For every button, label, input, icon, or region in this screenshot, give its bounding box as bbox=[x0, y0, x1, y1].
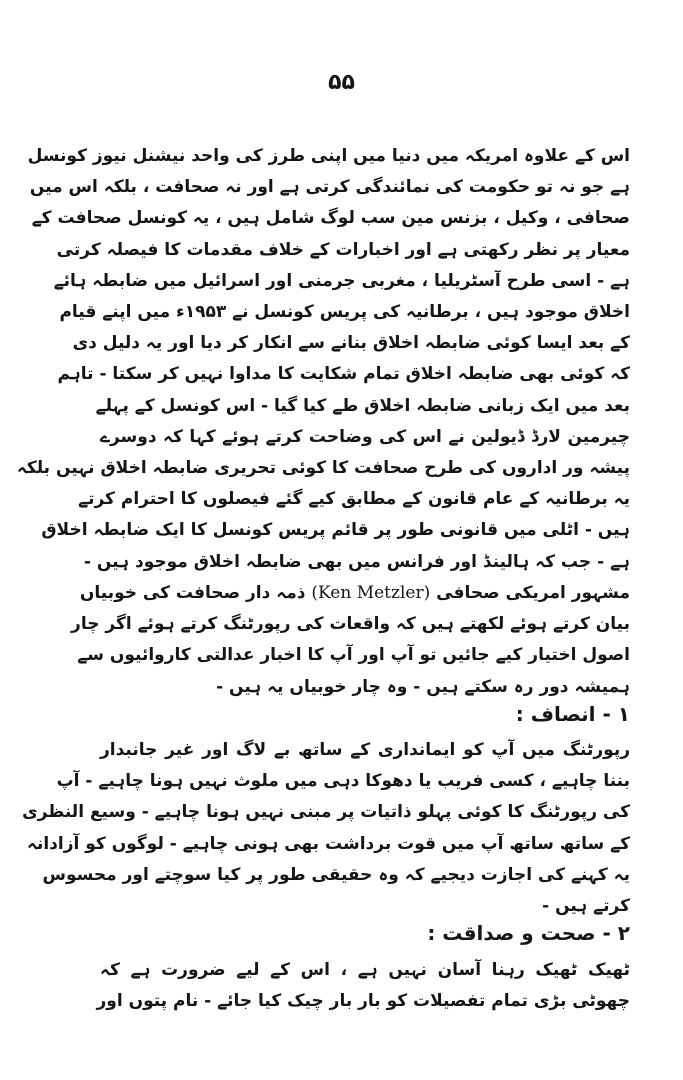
text-line: کہ کوئی بھی ضابطہ اخلاق تمام شکایت کا مداوا نہیں کر سکتا - تاہم bbox=[57, 364, 630, 385]
latin-name: (Ken Metzler) bbox=[311, 583, 431, 603]
text-line: چیرمین لارڈ ڈیولین نے اس کی وضاحت کرتے ہوئے کہا کہ دوسرے bbox=[100, 426, 630, 447]
text-line: ہیں - اٹلی میں قانونی طور پر قائم پریس کونسل کا ایک ضابطہ اخلاق bbox=[41, 520, 630, 541]
text-line: یہ برطانیہ کے عام قانون کے مطابق کیے گئے فیصلوں کا احترام کرتے bbox=[78, 489, 630, 510]
text-line: یہ کہنے کی اجازت دیجیے کہ وہ حقیقی طور پر کیا سوچتے اور محسوس bbox=[42, 864, 630, 885]
text-line: اصول اختیار کیے جائیں تو آپ اور آپ کا اخبار عدالتی کاروائیوں سے bbox=[77, 645, 630, 666]
text-line: ہمیشہ دور رہ سکتے ہیں - وہ چار خوبیاں یہ ہیں - bbox=[216, 676, 630, 697]
text-line: ہے جو نہ تو حکومت کی نمائندگی کرتی ہے اور نہ صحافت ، بلکہ اس میں bbox=[29, 177, 630, 198]
section-heading-accuracy: ۲ - صحت و صداقت : bbox=[427, 921, 630, 945]
paragraph-fairness bbox=[22, 735, 630, 922]
text-line: صحافی ، وکیل ، بزنس مین سب لوگ شامل ہیں ، یہ کونسل صحافت کے bbox=[31, 208, 630, 229]
text-line: پیشہ ور اداروں کی طرح صحافت کا کوئی تحریری ضابطہ اخلاق نہیں بلکہ bbox=[16, 458, 630, 479]
text-line: ہے - جب کہ ہالینڈ اور فرانس میں بھی ضابطہ اخلاق موجود ہیں - bbox=[83, 551, 630, 572]
text-line: بننا چاہیے ، کسی فریب یا دھوکا دہی میں ملوث نہیں ہونا چاہیے - آپ bbox=[56, 771, 630, 792]
text-fragment: مشہور امریکی صحافی bbox=[430, 583, 630, 603]
text-line bbox=[79, 578, 630, 609]
text-line: معیار پر نظر رکھتی ہے اور اخبارات کے خلاف مقدمات کا فیصلہ کرتی bbox=[56, 239, 630, 260]
text-line: بیان کرتے ہوئے لکھتے ہیں کہ واقعات کی رپورٹنگ کرتے ہوئے اگر چار bbox=[71, 614, 630, 635]
text-line: اخلاق موجود ہیں ، برطانیہ کی پریس کونسل نے ۱۹۵۳ء میں اپنے قیام bbox=[59, 302, 630, 323]
page-number: ۵۵ bbox=[328, 70, 355, 95]
text-line: ٹھیک ٹھیک رہنا آسان نہیں ہے ، اس کے لیے ضرورت ہے کہ bbox=[100, 960, 630, 980]
section-heading-fairness: ۱ - انصاف : bbox=[515, 702, 630, 726]
text-line: چھوٹی بڑی تمام تفصیلات کو بار بار چیک کیا جائے - نام پتوں اور bbox=[96, 991, 630, 1012]
paragraph-press-councils bbox=[16, 141, 630, 578]
paragraph-journalist-qualities bbox=[71, 578, 630, 703]
text-line: رپورٹنگ میں آپ کو ایمانداری کے ساتھ بے لاگ اور غیر جانبدار bbox=[100, 740, 630, 760]
text-line: کے بعد ایسا کوئی ضابطہ اخلاق بنانے سے انکار کر دیا اور یہ دلیل دی bbox=[72, 333, 630, 354]
text-line: کرتے ہیں - bbox=[542, 896, 630, 917]
text-line: اس کے علاوہ امریکہ میں دنیا میں اپنی طرز کی واحد نیشنل نیوز کونسل bbox=[27, 146, 630, 166]
paragraph-accuracy bbox=[96, 955, 630, 1017]
text-line: بعد میں ایک زبانی ضابطہ اخلاق طے کیا گیا - اس کونسل کے پہلے bbox=[95, 395, 630, 416]
text-line: کی رپورٹنگ کا کوئی پہلو ذاتیات پر مبنی نہیں ہونا چاہیے - وسیع النظری bbox=[22, 802, 630, 823]
text-fragment: ذمہ دار صحافت کی خوبیاں bbox=[79, 583, 312, 603]
text-line: کے ساتھ ساتھ آپ میں قوت برداشت بھی ہونی چاہیے - لوگوں کو آزادانہ bbox=[27, 833, 630, 854]
text-line: ہے - اسی طرح آسٹریلیا ، مغربی جرمنی اور اسرائیل میں ضابطہ ہائے bbox=[53, 270, 630, 291]
